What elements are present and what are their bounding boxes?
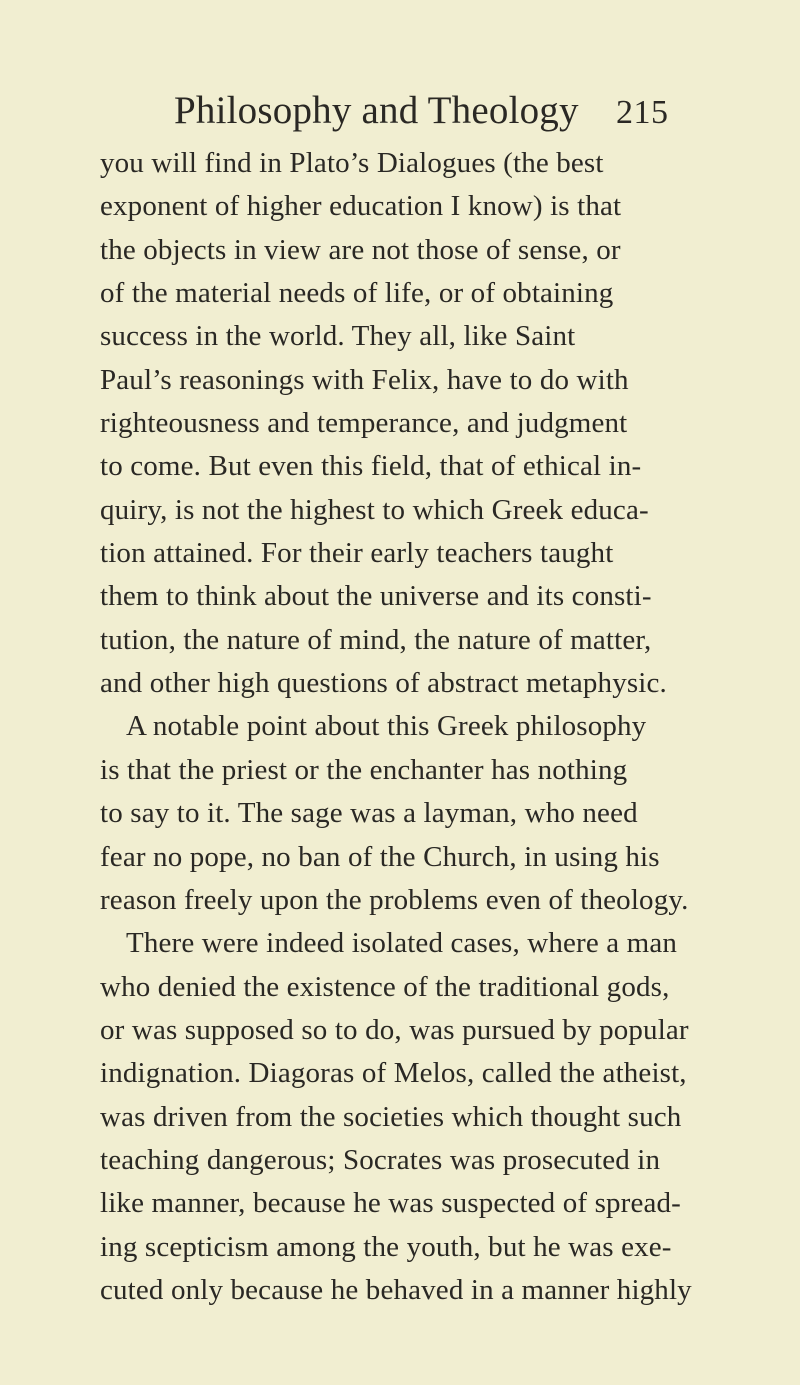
text-line: cuted only because he behaved in a manner highly bbox=[100, 1273, 692, 1306]
text-line: Paul’s reasonings with Felix, have to do with bbox=[100, 363, 629, 396]
text-line: them to think about the universe and its consti- bbox=[100, 580, 652, 613]
text-line-paragraph-start: A notable point about this Greek philosophy bbox=[126, 710, 647, 743]
text-line: is that the priest or the enchanter has nothing bbox=[100, 753, 628, 786]
text-line: like manner, because he was suspected of spread- bbox=[100, 1187, 681, 1220]
page-number: 215 bbox=[616, 94, 669, 131]
text-line: tution, the nature of mind, the nature of matter, bbox=[100, 623, 652, 656]
text-line: teaching dangerous; Socrates was prosecuted in bbox=[100, 1143, 661, 1176]
running-head-title: Philosophy and Theology bbox=[174, 89, 579, 132]
text-line: tion attained. For their early teachers taught bbox=[100, 537, 614, 570]
text-line-paragraph-start: There were indeed isolated cases, where a man bbox=[126, 927, 678, 960]
text-line: to come. But even this field, that of ethical in- bbox=[100, 450, 642, 483]
text-line: and other high questions of abstract metaphysic. bbox=[100, 667, 667, 700]
text-line: righteousness and temperance, and judgment bbox=[100, 407, 628, 440]
text-line: fear no pope, no ban of the Church, in using his bbox=[100, 840, 660, 873]
text-line: was driven from the societies which thought such bbox=[100, 1100, 682, 1133]
text-line: indignation. Diagoras of Melos, called the atheist, bbox=[100, 1057, 687, 1090]
body-text bbox=[100, 142, 790, 1312]
text-line: exponent of higher education I know) is that bbox=[100, 190, 622, 223]
text-line: you will find in Plato’s Dialogues (the best bbox=[100, 147, 604, 179]
text-line: to say to it. The sage was a layman, who need bbox=[100, 797, 638, 830]
text-line: the objects in view are not those of sense, or bbox=[100, 233, 621, 266]
text-line: of the material needs of life, or of obtaining bbox=[100, 277, 614, 310]
text-line: or was supposed so to do, was pursued by popular bbox=[100, 1013, 689, 1046]
text-line: reason freely upon the problems even of theology. bbox=[100, 883, 689, 916]
text-line: ing scepticism among the youth, but he was exe- bbox=[100, 1230, 672, 1263]
text-line: success in the world. They all, like Saint bbox=[100, 320, 576, 353]
text-line: quiry, is not the highest to which Greek educa- bbox=[100, 493, 649, 526]
text-line: who denied the existence of the traditional gods, bbox=[100, 970, 670, 1003]
